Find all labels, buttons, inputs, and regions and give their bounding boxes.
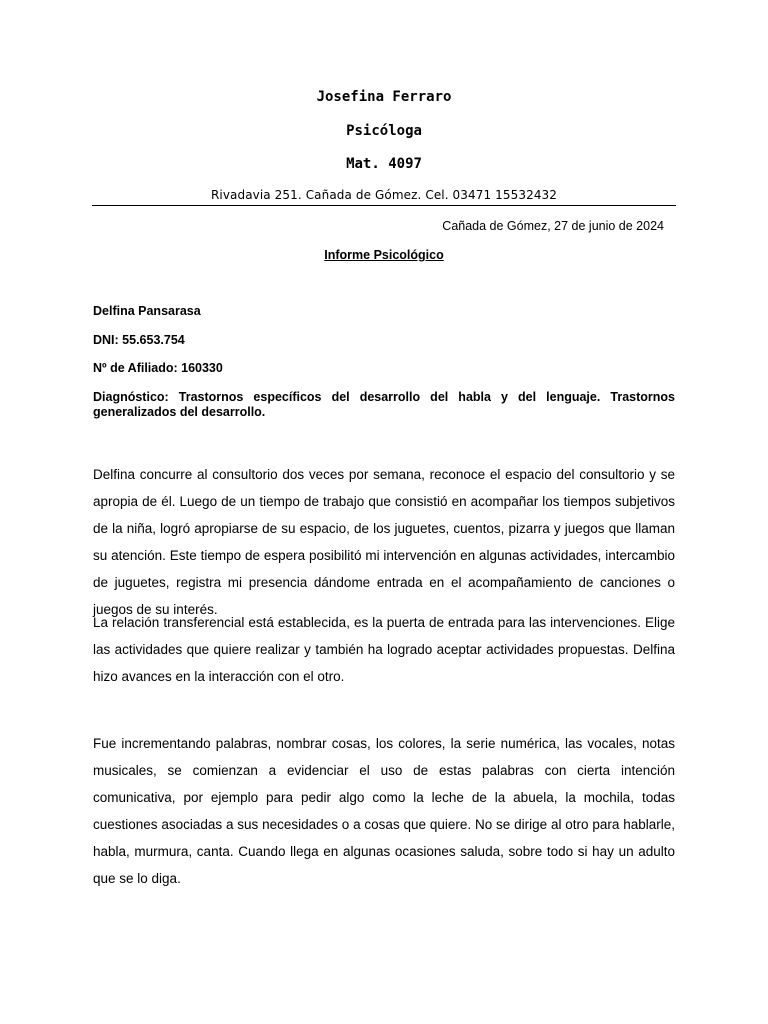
author-address: Rivadavia 251. Cañada de Gómez. Cel. 03471 15532432 <box>210 188 558 202</box>
report-title: Informe Psicológico <box>324 248 444 262</box>
place-date: Cañada de Gómez, 27 de junio de 2024 <box>442 219 664 233</box>
author-license: Mat. 4097 <box>346 156 422 172</box>
report-paragraph: Delfina concurre al consultorio dos veces por semana, reconoce el espacio del consultorio y se apropia de él. Luego de un tiempo de trabajo que consistió en acompañar los tiempos subjetivos de la niña, logró apropiarse de su espacio, de los juguetes, cuentos, pizarra y juegos que llaman su atención. Este tiempo de espera posibilitó mi intervención en algunas actividades, intercambio de juguetes, registra mi presencia dándome entrada en el acompañamiento de canciones o juegos de su interés. <box>93 467 675 617</box>
author-profession: Psicóloga <box>346 123 422 139</box>
header-divider <box>92 205 676 206</box>
author-name: Josefina Ferraro <box>316 89 452 105</box>
patient-diagnosis: Diagnóstico: Trastornos específicos del desarrollo del habla y del lenguaje. Trastornos generalizados del desarrollo. <box>93 390 675 419</box>
patient-affiliate-number: Nº de Afiliado: 160330 <box>93 361 223 375</box>
patient-dni: DNI: 55.653.754 <box>93 333 185 347</box>
report-paragraph: La relación transferencial está establecida, es la puerta de entrada para las intervenciones. Elige las actividades que quiere realizar y también ha logrado aceptar actividades propuestas. Delfina hizo avances en la interacción con el otro. <box>93 615 675 684</box>
report-paragraph: Fue incrementando palabras, nombrar cosas, los colores, la serie numérica, las vocales, notas musicales, se comienzan a evidenciar el uso de estas palabras con cierta intención comunicativa, por ejemplo para pedir algo como la leche de la abuela, la mochila, todas cuestiones asociadas a sus necesidades o a cosas que quiere. No se dirige al otro para hablarle, habla, murmura, canta. Cuando llega en algunas ocasiones saluda, sobre todo si hay un adulto que se lo diga. <box>93 736 675 886</box>
patient-name: Delfina Pansarasa <box>93 304 201 318</box>
